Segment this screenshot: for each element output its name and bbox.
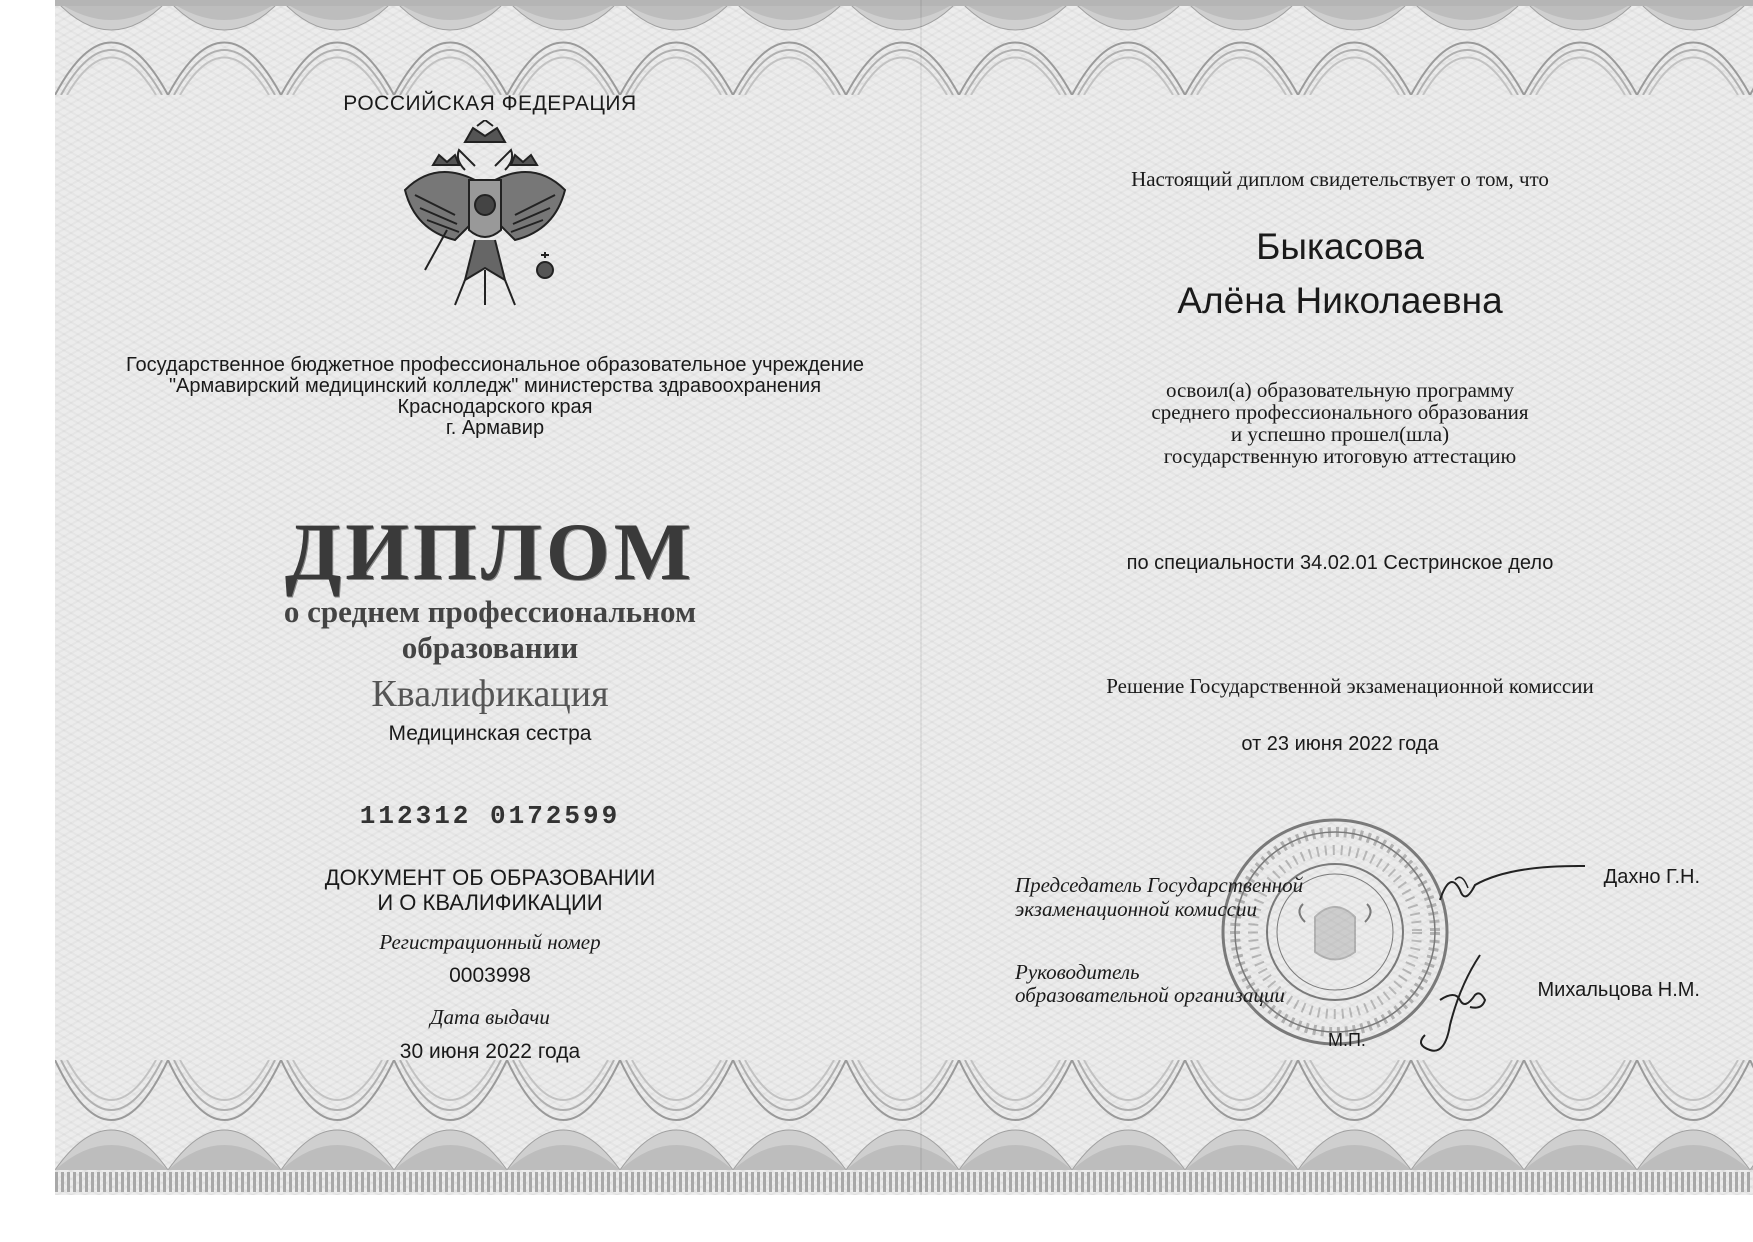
document-type-line: И О КВАЛИФИКАЦИИ — [377, 890, 603, 915]
institution-line: г. Армавир — [445, 417, 545, 439]
registration-number: 0003998 — [449, 964, 531, 987]
diploma-subtitle-line: о среднем профессиональном — [283, 594, 697, 629]
country-heading: РОССИЙСКАЯ ФЕДЕРАЦИЯ — [343, 92, 637, 115]
program-line: и успешно прошел(шла) — [1230, 422, 1450, 446]
head-name: Михальцова Н.М. — [1537, 979, 1700, 1001]
certifies-text: Настоящий диплом свидетельствует о том, что — [1131, 167, 1549, 191]
coat-of-arms-icon — [395, 120, 575, 310]
chair-label-line: экзаменационной комиссии — [1015, 897, 1257, 921]
program-line: государственную итоговую аттестацию — [1163, 444, 1517, 468]
commission-decision-date: от 23 июня 2022 года — [1241, 733, 1439, 755]
head-label-line: Руководитель — [1015, 960, 1140, 984]
diploma-subtitle-line: образовании — [401, 630, 579, 665]
institution-line: Государственное бюджетное профессиональное образовательное учреждение — [125, 354, 865, 376]
registration-label: Регистрационный номер — [379, 930, 601, 954]
qualification-value: Медицинская сестра — [388, 722, 592, 745]
diploma-title: ДИПЛОМ — [284, 506, 696, 597]
page-fold — [920, 0, 922, 1195]
guilloche-border-top — [55, 0, 1753, 95]
specialty: по специальности 34.02.01 Сестринское дело — [1126, 552, 1554, 574]
qualification-label: Квалификация — [371, 673, 609, 715]
handwritten-signature-icon — [1430, 860, 1590, 910]
institution-line: Краснодарского края — [397, 396, 593, 418]
commission-decision-label: Решение Государственной экзаменационной комиссии — [1106, 674, 1594, 698]
handwritten-signature-icon — [1410, 945, 1510, 1065]
graduate-surname: Быкасова — [1256, 226, 1424, 267]
serial-number: 112312 0172599 — [359, 801, 621, 831]
institution-line: "Армавирский медицинский колледж" министерства здравоохранения — [168, 375, 822, 397]
guilloche-border-bottom — [55, 1060, 1753, 1195]
chair-name: Дахно Г.Н. — [1603, 866, 1700, 888]
program-line: среднего профессионального образования — [1151, 400, 1529, 424]
head-label-line: образовательной организации — [1015, 983, 1285, 1007]
program-line: освоил(а) образовательную программу — [1166, 378, 1514, 402]
seal-mark: М.П. — [1328, 1030, 1366, 1050]
graduate-given-names: Алёна Николаевна — [1177, 280, 1503, 321]
chair-label-line: Председатель Государственной — [1015, 873, 1304, 897]
issue-date-label: Дата выдачи — [430, 1005, 550, 1029]
issue-date: 30 июня 2022 года — [399, 1040, 581, 1063]
document-type-line: ДОКУМЕНТ ОБ ОБРАЗОВАНИИ — [324, 865, 656, 890]
